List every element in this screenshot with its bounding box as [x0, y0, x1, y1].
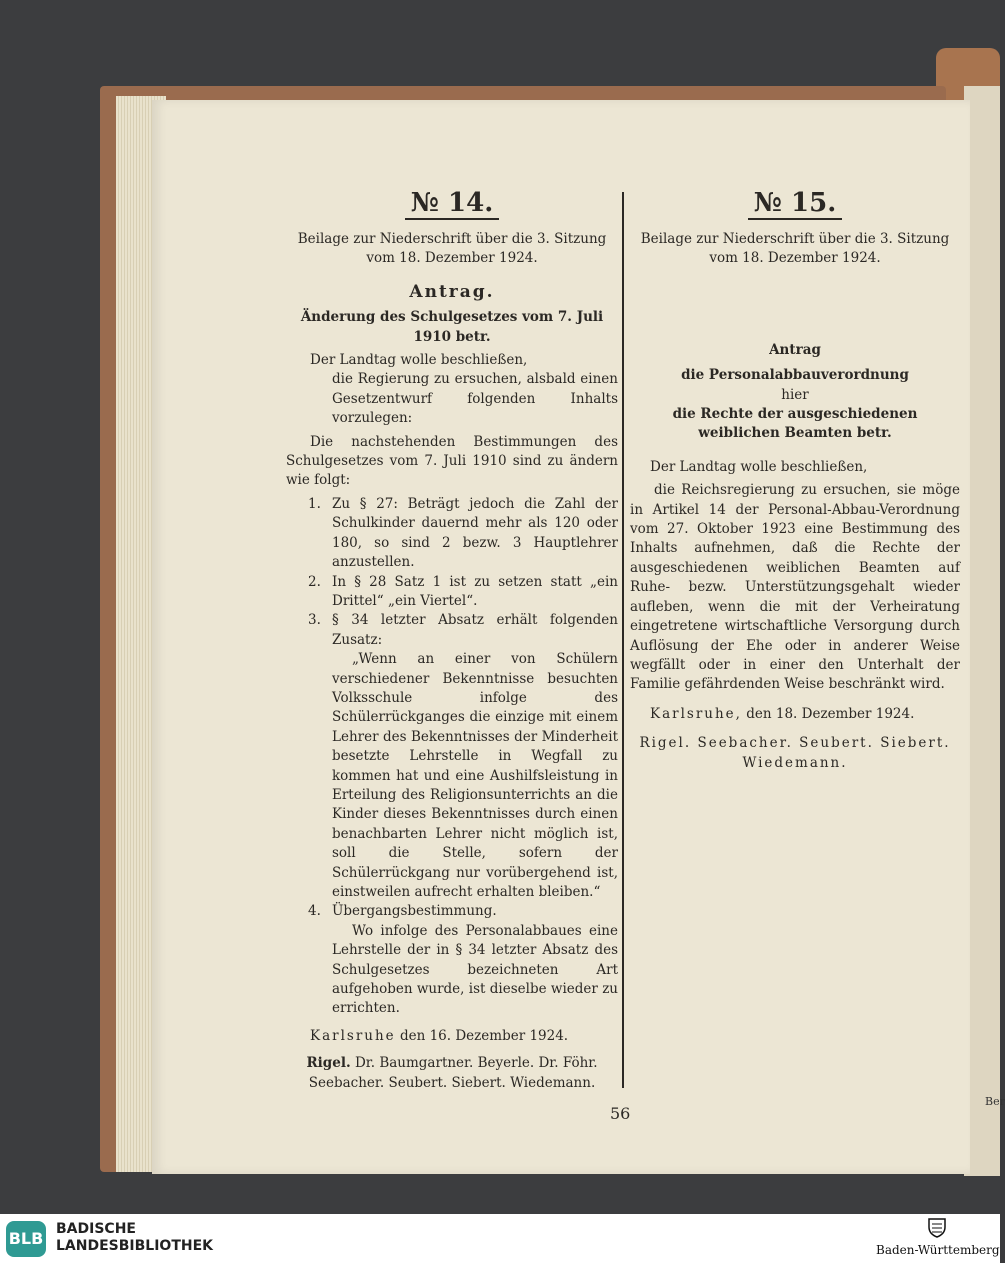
- heading-line-2: die Personalabbauverordnung: [681, 367, 909, 384]
- list-item: 2. In § 28 Satz 1 ist zu setzen statt „ein Drittel“ „ein Viertel“.: [308, 573, 618, 609]
- heading: Antrag: [769, 341, 821, 358]
- left-column: [286, 188, 618, 1093]
- blb-logo[interactable]: BLB: [6, 1221, 46, 1257]
- list-item: 4. Übergangsbestimmung.: [308, 903, 497, 920]
- place-date: Karlsruhe, den 18. Dezember 1924.: [650, 705, 915, 722]
- heading-line-3: hier: [781, 386, 809, 403]
- page-number: 56: [610, 1104, 631, 1123]
- subheading: Änderung des Schulgesetzes vom 7. Juli 1910 betr.: [300, 309, 604, 345]
- intro: Der Landtag wolle beschließen,: [310, 352, 528, 369]
- heading-line-4: die Rechte der ausgeschiedenen weiblichen Beamten betr.: [672, 406, 918, 442]
- next-page-fragment: Ber: [985, 1095, 1005, 1108]
- footer-bar: [0, 1214, 1000, 1263]
- paragraph: Die nachstehenden Bestimmungen des Schulgesetzes vom 7. Juli 1910 sind zu ändern wie folgt:: [286, 433, 618, 489]
- signatures: Rigel. Seebacher. Seubert. Siebert. Wiedemann.: [639, 735, 951, 771]
- library-name: BADISCHE LANDESBIBLIOTHEK: [56, 1221, 214, 1254]
- document-number: № 15.: [630, 188, 960, 218]
- intro: Der Landtag wolle beschließen,: [650, 458, 868, 475]
- column-divider: [622, 192, 624, 1088]
- subtitle-line: vom 18. Dezember 1924.: [709, 250, 881, 267]
- coat-of-arms-icon: [926, 1216, 948, 1238]
- quote: „Wenn an einer von Schülern verschiedener Bekenntnisse besuchten Volksschule infolge des Schülerrückganges die einzige mit einem Lehrer des Bekenntnisses der Minderheit besetzte Lehrstelle in Wegfall zu kommen hat und eine Aushilfsleistung in Erteilung des Religionsunterrichts an die Kinder dieses Bekenntnisses durch einen benachbarten Lehrer nicht möglich ist, soll die Stelle, sofern der Schülerrückgang nur vorübergehend ist, einstweilen aufrecht erhalten bleiben.“: [332, 651, 618, 900]
- subtitle-line: vom 18. Dezember 1924.: [366, 250, 538, 267]
- list-item: 1. Zu § 27: Beträgt jedoch die Zahl der Schulkinder dauernd mehr als 120 oder 180, so sind 2 bezw. 3 Hauptlehrer anzustellen.: [308, 495, 618, 571]
- list-item: 3. § 34 letzter Absatz erhält folgenden Zusatz:: [308, 612, 618, 648]
- right-column: [630, 188, 960, 773]
- signatures: Rigel. Dr. Baumgartner. Beyerle. Dr. Föhr. Seebacher. Seubert. Siebert. Wiedemann.: [306, 1055, 598, 1091]
- subtitle-line: Beilage zur Niederschrift über die 3. Sitzung: [640, 231, 950, 247]
- heading: Antrag.: [409, 281, 495, 302]
- state-name: Baden-Württemberg: [876, 1243, 1000, 1257]
- item-4-text: Wo infolge des Personalabbaues eine Lehrstelle der in § 34 letzter Absatz des Schulgesetzes bezeichneten Art aufgehoben wurde, ist dieselbe wieder zu errichten.: [332, 922, 618, 1017]
- intro-2: die Regierung zu ersuchen, alsbald einen Gesetzentwurf folgenden Inhalts vorzulegen:: [332, 371, 618, 427]
- document-number: № 14.: [286, 188, 618, 218]
- place-date: Karlsruhe den 16. Dezember 1924.: [310, 1027, 569, 1044]
- subtitle-line: Beilage zur Niederschrift über die 3. Sitzung: [297, 231, 607, 247]
- body: die Reichsregierung zu ersuchen, sie möge in Artikel 14 der Personal-Abbau-Verordnung vom 27. Oktober 1923 eine Bestimmung des Inhalts aufnehmen, daß die Rechte der ausgeschiedenen weiblichen Beamten auf Ruhe- bezw. Unterstützungsgehalt wieder aufleben, wenn die mit der Verheiratung eingetretene wirtschaftliche Versorgung durch Auflösung der Ehe oder in anderer Weise wegfällt oder in einer den Unterhalt der Familie gefährdenden Weise beschränkt wird.: [630, 482, 960, 693]
